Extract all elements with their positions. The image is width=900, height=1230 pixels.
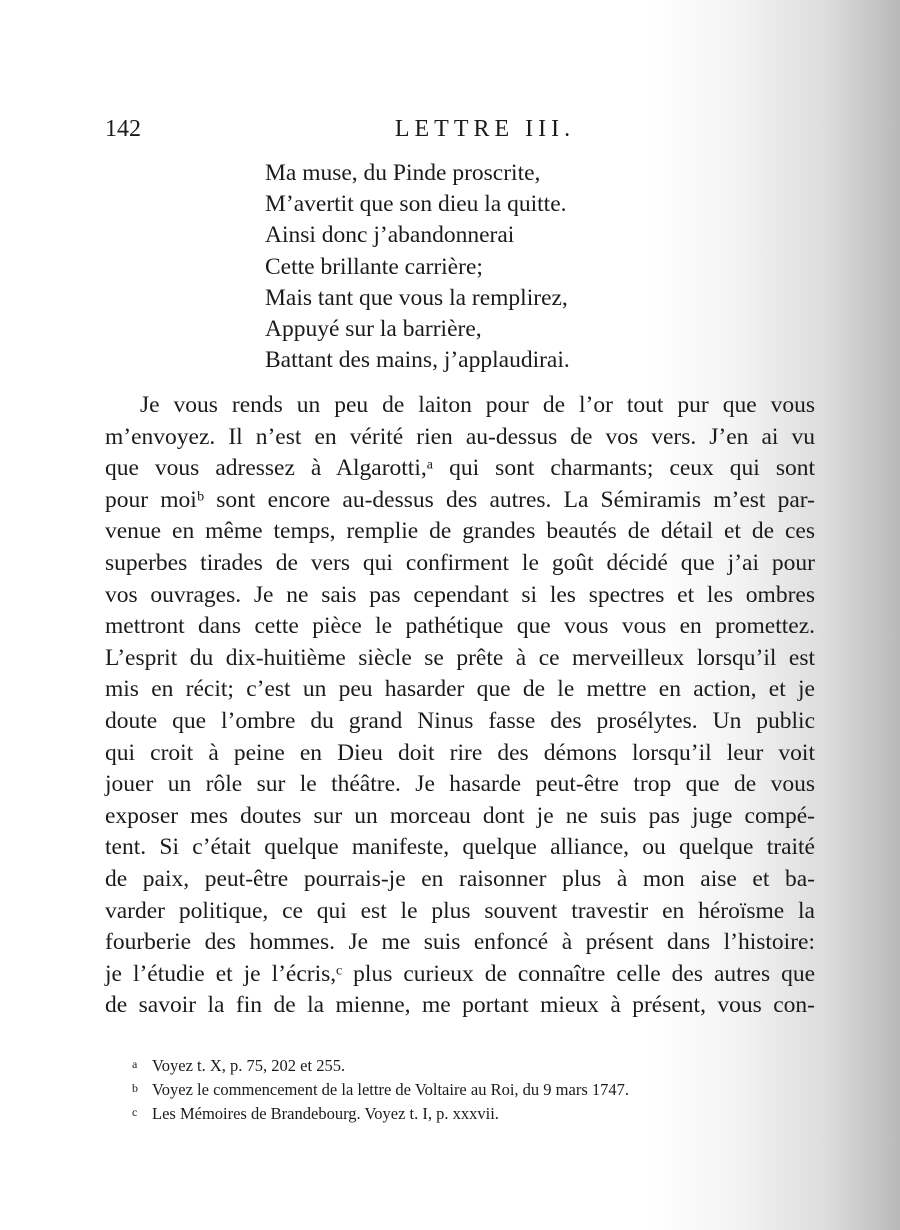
body-line: m’envoyez. Il n’est en vérité rien au-dessus de vos vers. J’en ai vu <box>105 423 815 450</box>
verse-line: Battant des mains, j’applaudirai. <box>265 347 570 374</box>
footnote-text: Les Mémoires de Brandebourg. Voyez t. I, p. xxxvii. <box>152 1104 499 1123</box>
body-line: exposer mes doutes sur un morceau dont je ne suis pas juge compé- <box>105 802 815 829</box>
body-line: L’esprit du dix-huitième siècle se prête à ce merveilleux lorsqu’il est <box>105 644 815 671</box>
verse-line: Ma muse, du Pinde proscrite, <box>265 160 541 186</box>
verse-line: Cette brillante carrière; <box>265 253 483 280</box>
footnote-mark: b <box>132 1081 138 1095</box>
body-line: Je vous rends un peu de laiton pour de l’or tout pur que vous <box>140 392 815 418</box>
footnotes <box>132 1052 629 1124</box>
verse-block <box>265 158 570 376</box>
body-line: venue en même temps, remplie de grandes beautés de détail et de ces <box>105 518 815 545</box>
footnote <box>132 1052 629 1076</box>
footnote <box>132 1076 629 1100</box>
verse-line: M’avertit que son dieu la quitte. <box>265 191 567 218</box>
footnote <box>132 1100 629 1124</box>
page-number: 142 <box>105 116 141 142</box>
verse-line: Mais tant que vous la remplirez, <box>265 284 568 311</box>
body-line: qui croit à peine en Dieu doit rire des démons lorsqu’il leur voit <box>105 739 815 766</box>
body-line: fourberie des hommes. Je me suis enfoncé à présent dans l’histoire: <box>105 929 815 956</box>
body-line: pour moiᵇ sont encore au-dessus des autres. La Sémiramis m’est par- <box>105 486 815 513</box>
body-line: tent. Si c’était quelque manifeste, quelque alliance, ou quelque traité <box>105 834 815 861</box>
body-line: mis en récit; c’est un peu hasarder que de le mettre en action, et je <box>105 676 815 703</box>
footnote-mark: c <box>132 1105 138 1119</box>
verse-line: Appuyé sur la barrière, <box>265 315 482 342</box>
body-line: de paix, peut-être pourrais-je en raisonner plus à mon aise et ba- <box>105 865 815 892</box>
body-line: superbes tirades de vers qui confirment le goût décidé que j’ai pour <box>105 549 815 576</box>
page-header <box>105 116 815 148</box>
verse-line: Ainsi donc j’abandonnerai <box>265 222 515 249</box>
body-line: mettront dans cette pièce le pathétique que vous vous en promettez. <box>105 613 815 640</box>
body-line: je l’étudie et je l’écris,ᶜ plus curieux de connaître celle des autres que <box>105 960 815 987</box>
running-head: LETTRE III. <box>394 116 576 142</box>
body-line: jouer un rôle sur le théâtre. Je hasarde peut-être trop que de vous <box>105 771 815 798</box>
body-line: de savoir la fin de la mienne, me portant mieux à présent, vous con- <box>105 992 815 1019</box>
body-line: varder politique, ce qui est le plus souvent travestir en héroïsme la <box>105 897 815 924</box>
body-line: que vous adressez à Algarotti,ᵃ qui sont charmants; ceux qui sont <box>105 455 815 482</box>
body-line: vos ouvrages. Je ne sais pas cependant si les spectres et les ombres <box>105 581 815 608</box>
footnote-text: Voyez le commencement de la lettre de Voltaire au Roi, du 9 mars 1747. <box>152 1080 629 1099</box>
footnote-text: Voyez t. X, p. 75, 202 et 255. <box>152 1056 346 1075</box>
footnote-mark: a <box>132 1057 138 1071</box>
body-line: doute que l’ombre du grand Ninus fasse des prosélytes. Un public <box>105 707 815 734</box>
letter-body <box>105 390 815 1022</box>
